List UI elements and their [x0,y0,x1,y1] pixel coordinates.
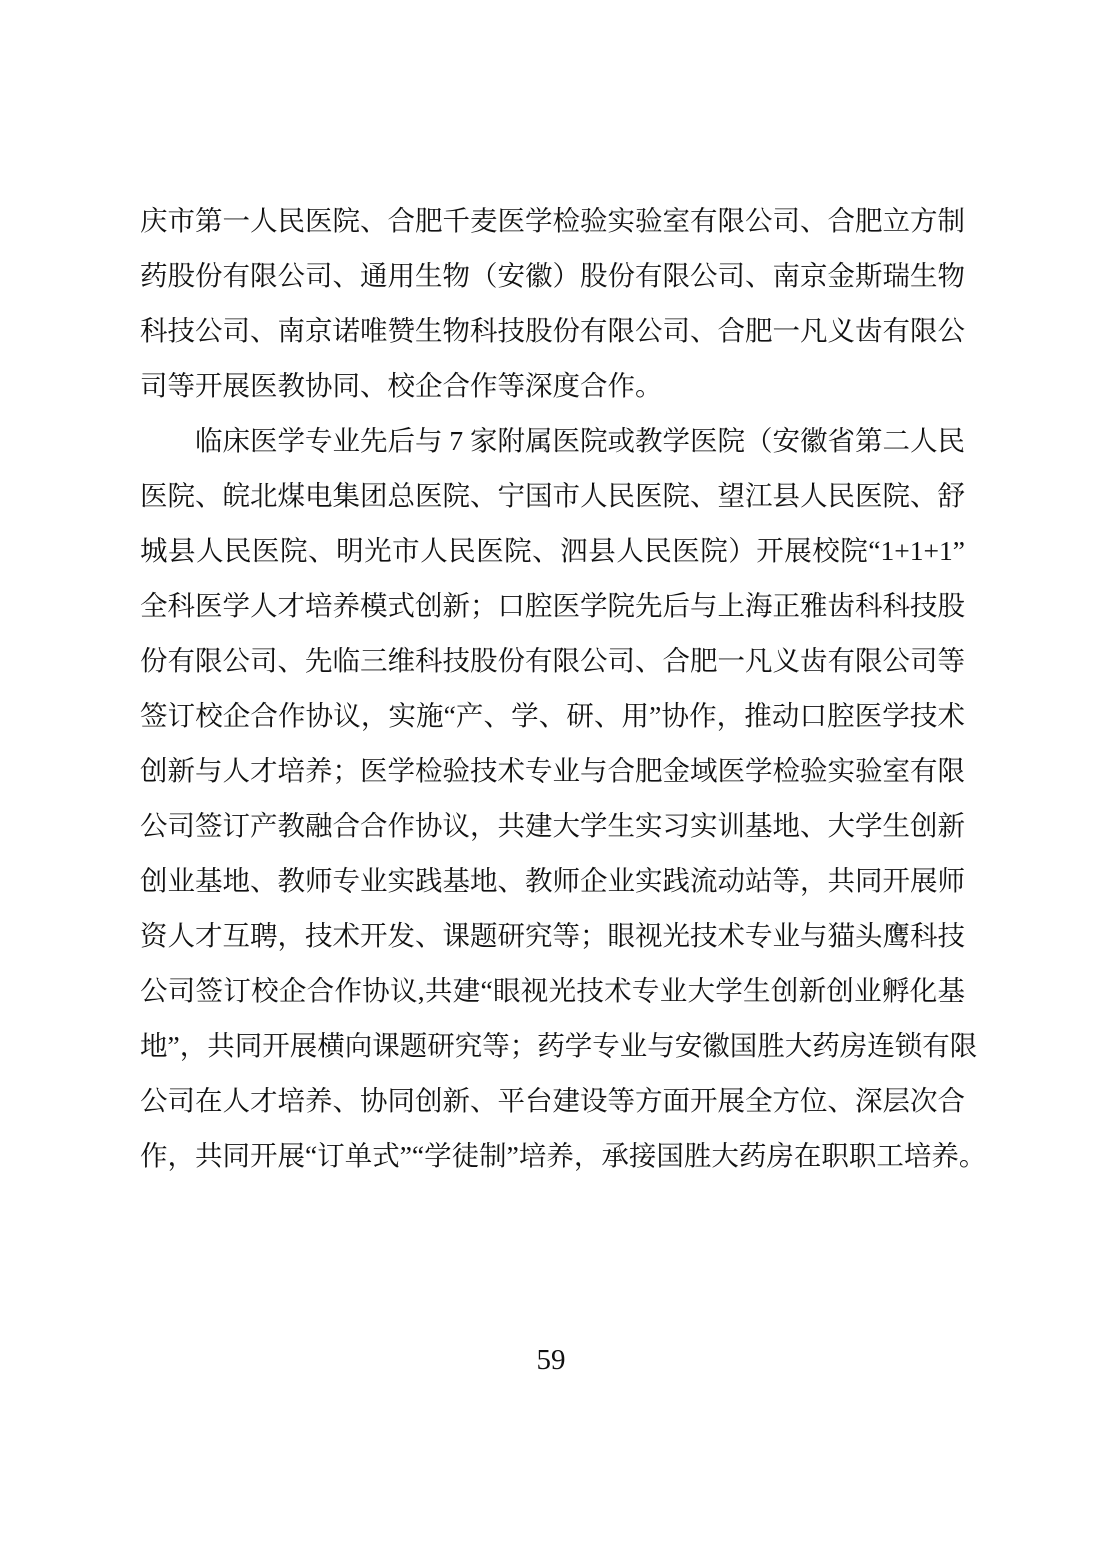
text-line: 作，共同开展“订单式”“学徒制”培养，承接国胜大药房在职职工培养。 [140,1140,987,1171]
text-line: 公司签订校企合作协议,共建“眼视光技术专业大学生创新创业孵化基 [140,975,965,1006]
text-line: 药股份有限公司、通用生物（安徽）股份有限公司、南京金斯瑞生物 [140,260,965,291]
text-line: 创新与人才培养；医学检验技术专业与合肥金域医学检验实验室有限 [140,755,965,786]
text-line: 司等开展医教协同、校企合作等深度合作。 [140,370,663,401]
text-line: 签订校企合作协议，实施“产、学、研、用”协作，推动口腔医学技术 [140,700,965,731]
page-number: 59 [536,1344,566,1376]
text-line: 临床医学专业先后与 7 家附属医院或教学医院（安徽省第二人民 [195,425,965,456]
text-line: 资人才互聘，技术开发、课题研究等；眼视光技术专业与猫头鹰科技 [140,920,965,951]
body-text [140,193,987,1183]
text-line: 公司在人才培养、协同创新、平台建设等方面开展全方位、深层次合 [140,1085,965,1116]
text-line: 庆市第一人民医院、合肥千麦医学检验实验室有限公司、合肥立方制 [140,205,965,236]
text-line: 城县人民医院、明光市人民医院、泗县人民医院）开展校院“1+1+1” [140,535,965,566]
text-line: 创业基地、教师专业实践基地、教师企业实践流动站等，共同开展师 [140,865,965,896]
paragraph [140,193,965,413]
paragraph [140,413,987,1183]
text-line: 医院、皖北煤电集团总医院、宁国市人民医院、望江县人民医院、舒 [140,480,965,511]
text-line: 份有限公司、先临三维科技股份有限公司、合肥一凡义齿有限公司等 [140,645,965,676]
text-line: 全科医学人才培养模式创新；口腔医学院先后与上海正雅齿科科技股 [140,590,965,621]
text-line: 地”，共同开展横向课题研究等；药学专业与安徽国胜大药房连锁有限 [140,1030,978,1061]
text-line: 科技公司、南京诺唯赞生物科技股份有限公司、合肥一凡义齿有限公 [140,315,965,346]
text-line: 公司签订产教融合合作协议，共建大学生实习实训基地、大学生创新 [140,810,965,841]
